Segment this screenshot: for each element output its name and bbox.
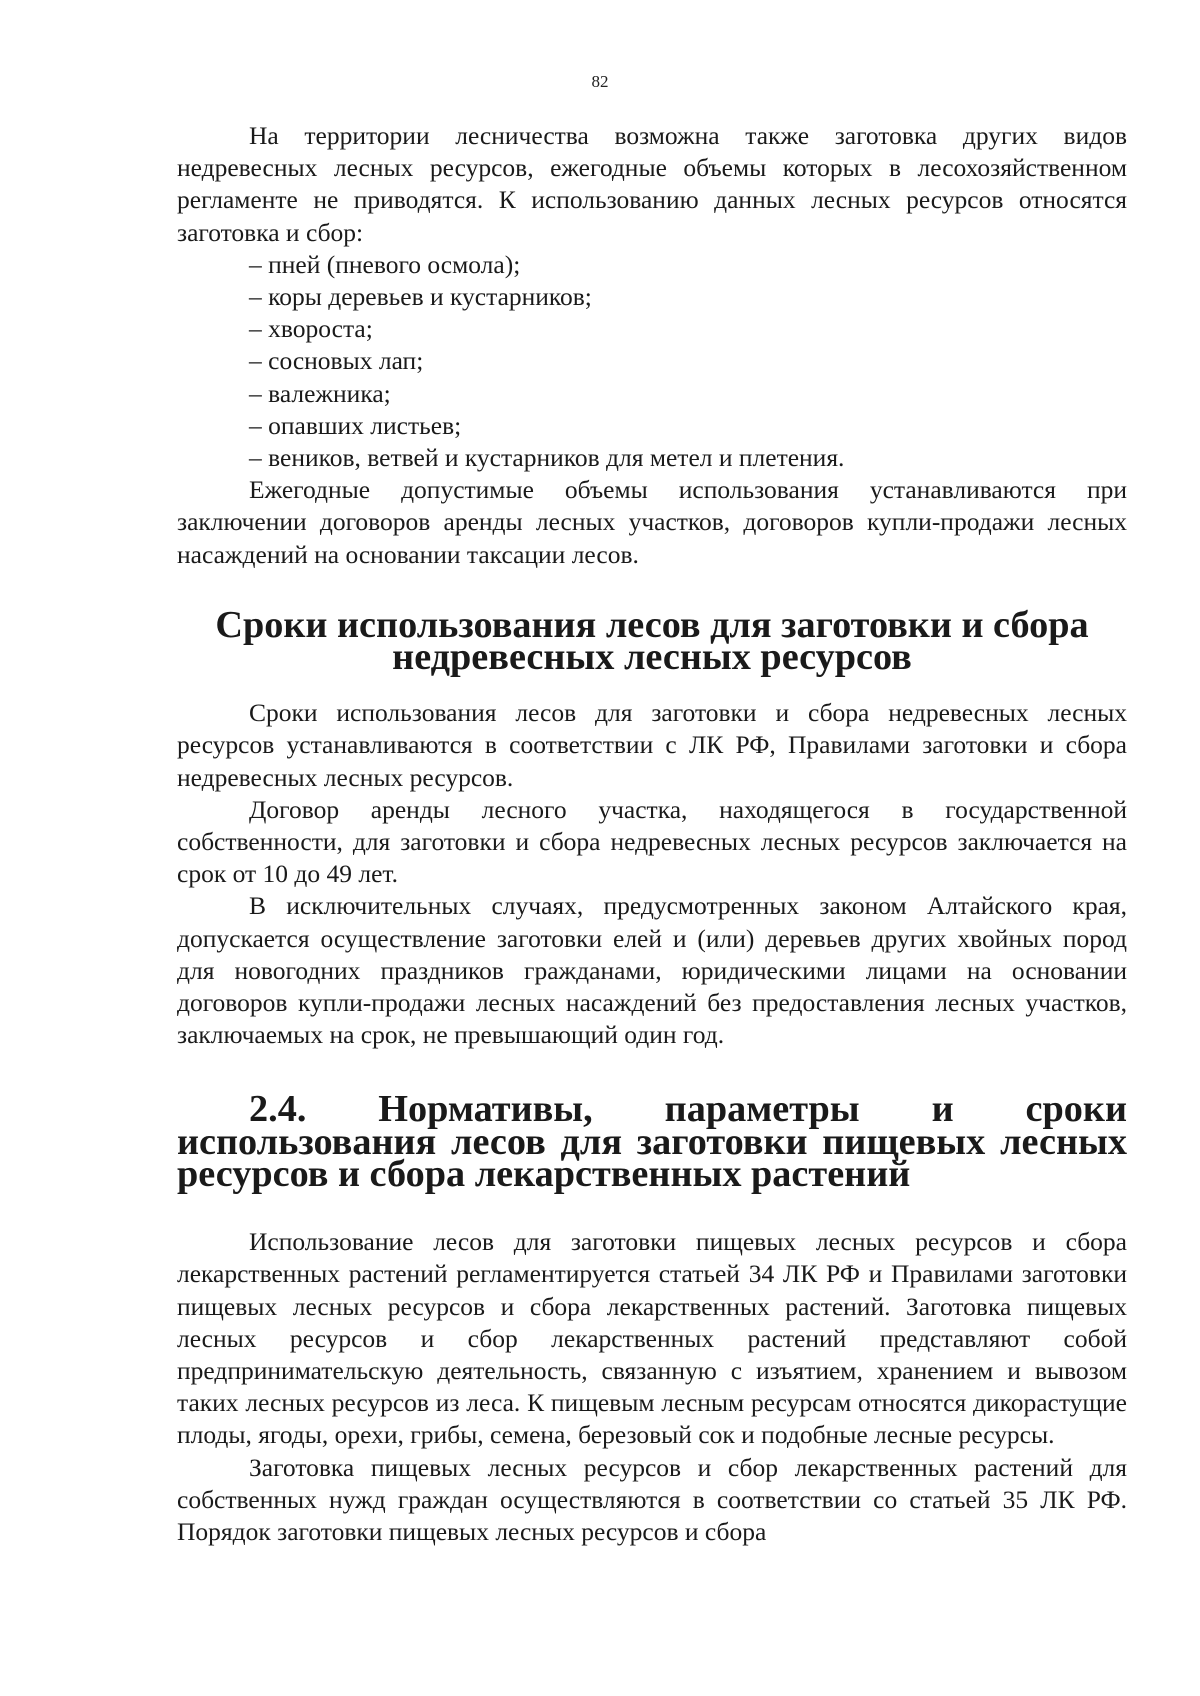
page-content bbox=[177, 120, 1127, 1548]
list-item: – сосновых лап; bbox=[249, 346, 424, 376]
section-heading-line: Сроки использования лесов для заготовки и сбора bbox=[215, 603, 1089, 646]
list-item: – валежника; bbox=[249, 378, 391, 408]
body-paragraph: Договор аренды лесного участка, находящегося в государственной собственности, для заготовки и сбора недревесных лесных ресурсов заключается на срок от 10 до 49 лет. bbox=[177, 794, 1127, 889]
page-number: 82 bbox=[591, 72, 609, 91]
body-paragraph: Заготовка пищевых лесных ресурсов и сбор лекарственных растений для собственных нужд граждан осуществляются в соответствии со статьей 35 ЛК РФ. Порядок заготовки пищевых лесных ресурсов и сбора bbox=[177, 1452, 1127, 1546]
body-paragraph: Сроки использования лесов для заготовки и сбора недревесных лесных ресурсов устанавливаются в соответствии с ЛК РФ, Правилами заготовки и сбора недревесных лесных ресурсов. bbox=[177, 698, 1127, 792]
list-item: – хвороста; bbox=[249, 314, 373, 344]
list-item: – коры деревьев и кустарников; bbox=[249, 282, 592, 312]
list-item: – веников, ветвей и кустарников для метел и плетения. bbox=[249, 443, 845, 473]
resource-list bbox=[177, 249, 1127, 474]
intro-paragraph: На территории лесничества возможна также заготовка других видов недревесных лесных ресурсов, ежегодные объемы которых в лесохозяйственном регламенте не приводятся. К использованию данных лесных ресурсов относятся заготовка и сбор: bbox=[177, 121, 1127, 247]
section-heading-2-4: 2.4. Нормативы, параметры и сроки использования лесов для заготовки пищевых лесных ресурсов и сбора лекарственных растений bbox=[177, 1088, 1127, 1195]
section-heading-line: недревесных лесных ресурсов bbox=[392, 636, 912, 679]
body-paragraph: В исключительных случаях, предусмотренных законом Алтайского края, допускается осуществление заготовки елей и (или) деревьев других хвойных пород для новогодних праздников гражданами, юридическими лицами на основании договоров купли-продажи лесных насаждений без предоставления лесных участков, заключаемых на срок, не превышающий один год. bbox=[177, 891, 1127, 1050]
list-item: – опавших листьев; bbox=[249, 410, 462, 440]
list-item: – пней (пневого осмола); bbox=[249, 249, 521, 279]
section-heading-sroki bbox=[177, 603, 1127, 679]
volumes-paragraph: Ежегодные допустимые объемы использования устанавливаются при заключении договоров аренды лесных участков, договоров купли-продажи лесных насаждений на основании таксации лесов. bbox=[177, 475, 1127, 569]
body-paragraph: Использование лесов для заготовки пищевых лесных ресурсов и сбора лекарственных растений регламентируется статьей 34 ЛК РФ и Правилами заготовки пищевых лесных ресурсов и сбора лекарственных растений. Заготовка пищевых лесных ресурсов и сбор лекарственных растений представляют собой предпринимательскую деятельность, связанную с изъятием, хранением и вывозом таких лесных ресурсов из леса. К пищевым лесным ресурсам относятся дикорастущие плоды, ягоды, орехи, грибы, семена, березовый сок и подобные лесные ресурсы. bbox=[177, 1227, 1127, 1450]
